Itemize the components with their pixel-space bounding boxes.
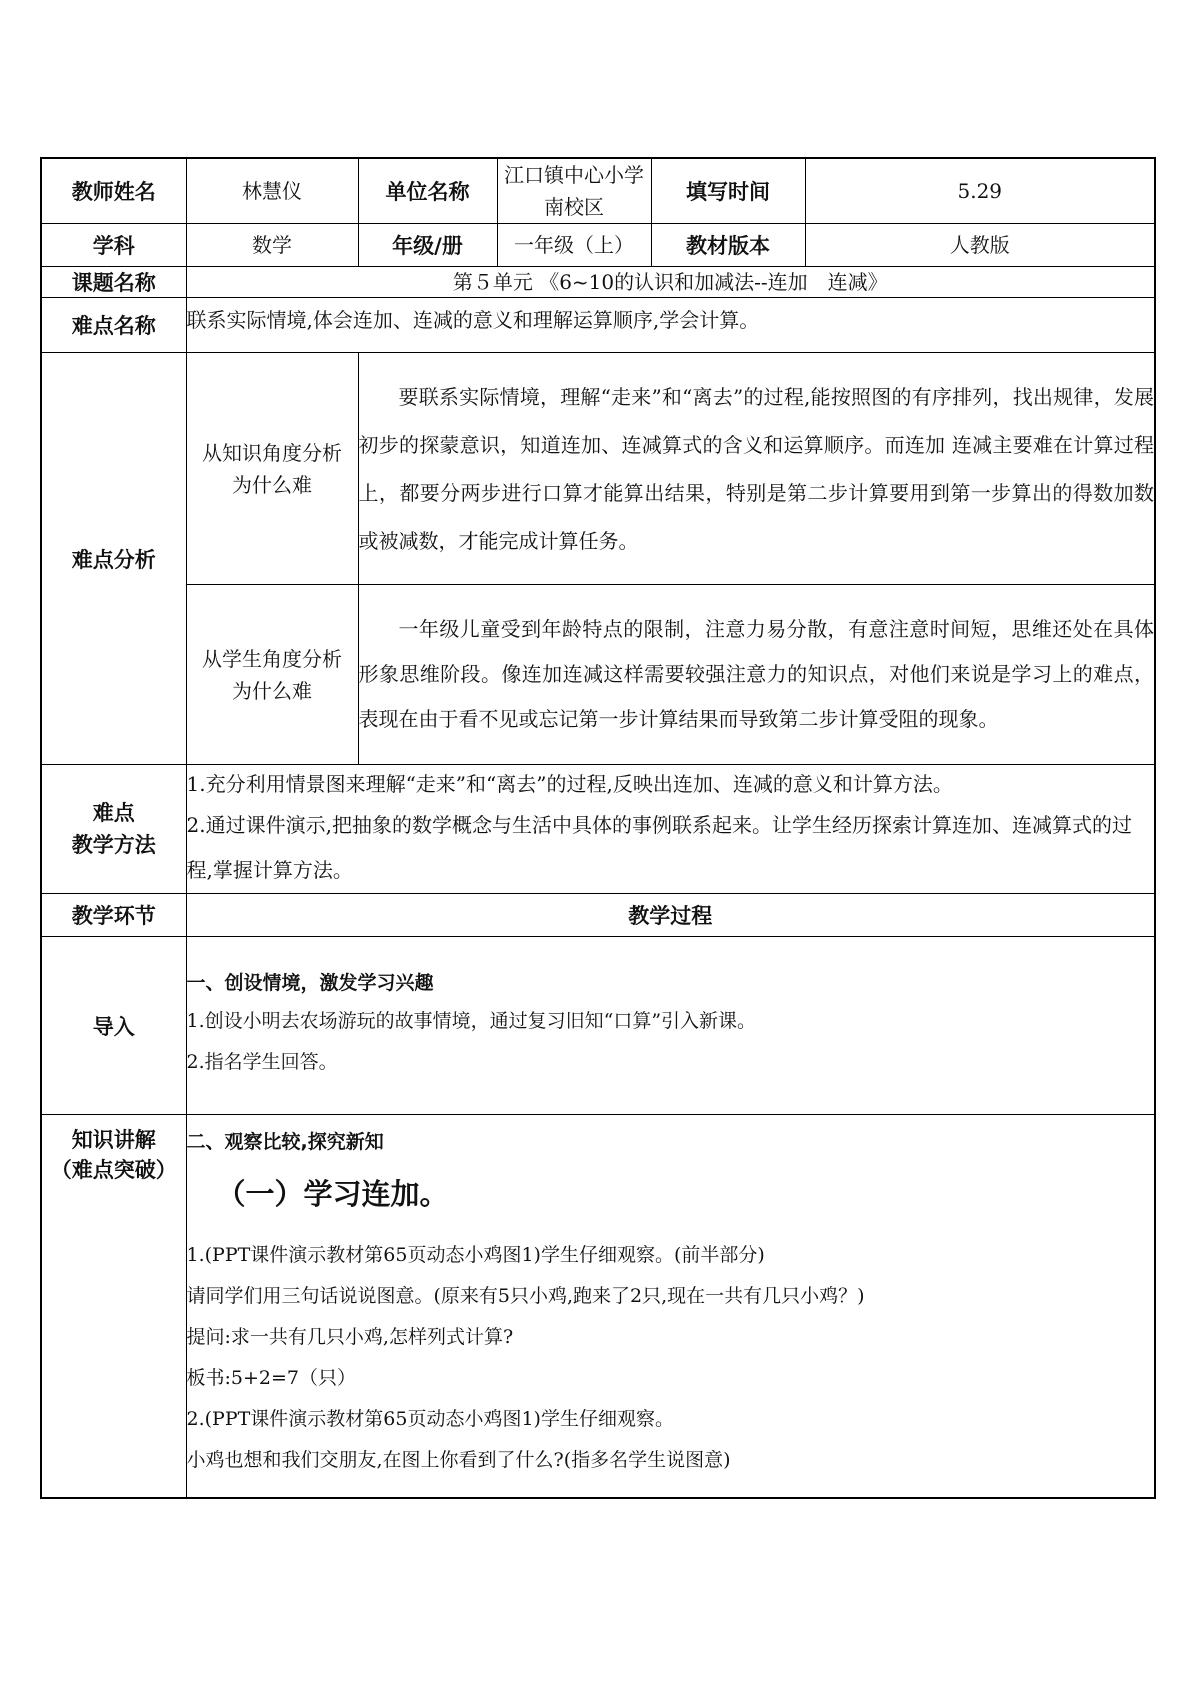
knowledge-line-3: 提问:求一共有几只小鸡,怎样列式计算? [186, 1326, 514, 1348]
process-header-row [41, 894, 1155, 937]
knowledge-subheading: （一）学习连加。 [216, 1177, 449, 1211]
method-row [41, 765, 1155, 894]
difficulty-row [41, 298, 1155, 353]
stage-header: 教学环节 [41, 894, 186, 937]
method-label [41, 765, 186, 894]
knowledge-line-4: 板书:5+2=7（只） [186, 1367, 357, 1389]
knowledge-angle-line-2: 为什么难 [232, 472, 312, 497]
knowledge-angle-label [186, 353, 358, 585]
student-angle-text [358, 585, 1155, 765]
student-angle-label [186, 585, 358, 765]
knowledge-line-5: 2.(PPT课件演示教材第65页动态小鸡图1)学生仔细观察。 [186, 1408, 674, 1430]
analysis-knowledge-row [41, 353, 1155, 585]
knowledge-angle-paragraph: 要联系实际情境，理解“走来”和“离去”的过程,能按照图的有序排列，找出规律，发展初步的探蒙意识，知道连加、连减算式的含义和运算顺序。而连加 连减主要难在计算过程上，都要分两步进行口算才能算出结果，特别是第二步计算要用到第一步算出的得数加数或被减数，才能完成计算任务。 [358, 384, 1154, 553]
subject-value: 数学 [186, 224, 358, 267]
difficulty-label: 难点名称 [41, 298, 186, 353]
student-angle-line-1: 从学生角度分析 [202, 646, 342, 671]
knowledge-label-line-1: 知识讲解 [71, 1128, 156, 1152]
knowledge-line-1: 1.(PPT课件演示教材第65页动态小鸡图1)学生仔细观察。(前半部分) [186, 1244, 765, 1266]
subject-label: 学科 [41, 224, 186, 267]
method-label-line-2: 教学方法 [71, 833, 156, 857]
analysis-student-row [41, 585, 1155, 765]
info-row-1 [41, 158, 1155, 224]
knowledge-line-2: 请同学们用三句话说说图意。(原来有5只小鸡,跑来了2只,现在一共有几只小鸡？) [186, 1285, 865, 1307]
unit-name-line-1: 江口镇中心小学 [504, 163, 644, 187]
topic-row [41, 267, 1155, 298]
method-item-1: 1.充分利用情景图来理解“走来”和“离去”的过程,反映出连加、连减的意义和计算方法。 [186, 772, 953, 796]
lesson-plan-table [40, 157, 1156, 1499]
edition-label: 教材版本 [651, 224, 805, 267]
intro-label: 导入 [41, 937, 186, 1115]
teacher-name-label: 教师姓名 [41, 158, 186, 224]
fill-time-value: 5.29 [805, 158, 1155, 224]
knowledge-label [41, 1115, 186, 1498]
knowledge-line-6: 小鸡也想和我们交朋友,在图上你看到了什么?(指多名学生说图意) [186, 1449, 731, 1471]
fill-time-label: 填写时间 [651, 158, 805, 224]
analysis-label: 难点分析 [41, 353, 186, 765]
knowledge-content [186, 1115, 1155, 1498]
intro-line-2: 2.指名学生回答。 [186, 1051, 338, 1073]
intro-heading: 一、创设情境，激发学习兴趣 [186, 972, 434, 994]
student-angle-paragraph: 一年级儿童受到年龄特点的限制，注意力易分散，有意注意时间短，思维还处在具体形象思维阶段。像连加连减这样需要较强注意力的知识点，对他们来说是学习上的难点，表现在由于看不见或忘记第一步计算结果而导致第二步计算受阻的现象。 [358, 617, 1154, 731]
intro-row [41, 937, 1155, 1115]
unit-name-value [497, 158, 651, 224]
info-row-2 [41, 224, 1155, 267]
process-header: 教学过程 [186, 894, 1155, 937]
knowledge-heading: 二、观察比较,探究新知 [186, 1131, 384, 1153]
teacher-name-value: 林慧仪 [186, 158, 358, 224]
intro-content [186, 937, 1155, 1115]
knowledge-angle-line-1: 从知识角度分析 [202, 440, 342, 465]
grade-label: 年级/册 [358, 224, 497, 267]
knowledge-row [41, 1115, 1155, 1498]
method-label-line-1: 难点 [92, 801, 135, 825]
method-content [186, 765, 1155, 894]
method-item-2: 2.通过课件演示,把抽象的数学概念与生活中具体的事例联系起来。让学生经历探索计算连加、连减算式的过程,掌握计算方法。 [186, 813, 1132, 882]
difficulty-value: 联系实际情境,体会连加、连减的意义和理解运算顺序,学会计算。 [186, 298, 1155, 353]
grade-value: 一年级（上） [497, 224, 651, 267]
knowledge-label-line-2: （难点突破） [50, 1158, 177, 1182]
unit-name-label: 单位名称 [358, 158, 497, 224]
intro-line-1: 1.创设小明去农场游玩的故事情境，通过复习旧知“口算”引入新课。 [186, 1010, 757, 1032]
knowledge-angle-text [358, 353, 1155, 585]
student-angle-line-2: 为什么难 [232, 678, 312, 703]
topic-label: 课题名称 [41, 267, 186, 298]
edition-value: 人教版 [805, 224, 1155, 267]
topic-value: 第５单元 《6~10的认识和加减法--连加 连减》 [186, 267, 1155, 298]
unit-name-line-2: 南校区 [544, 195, 604, 219]
